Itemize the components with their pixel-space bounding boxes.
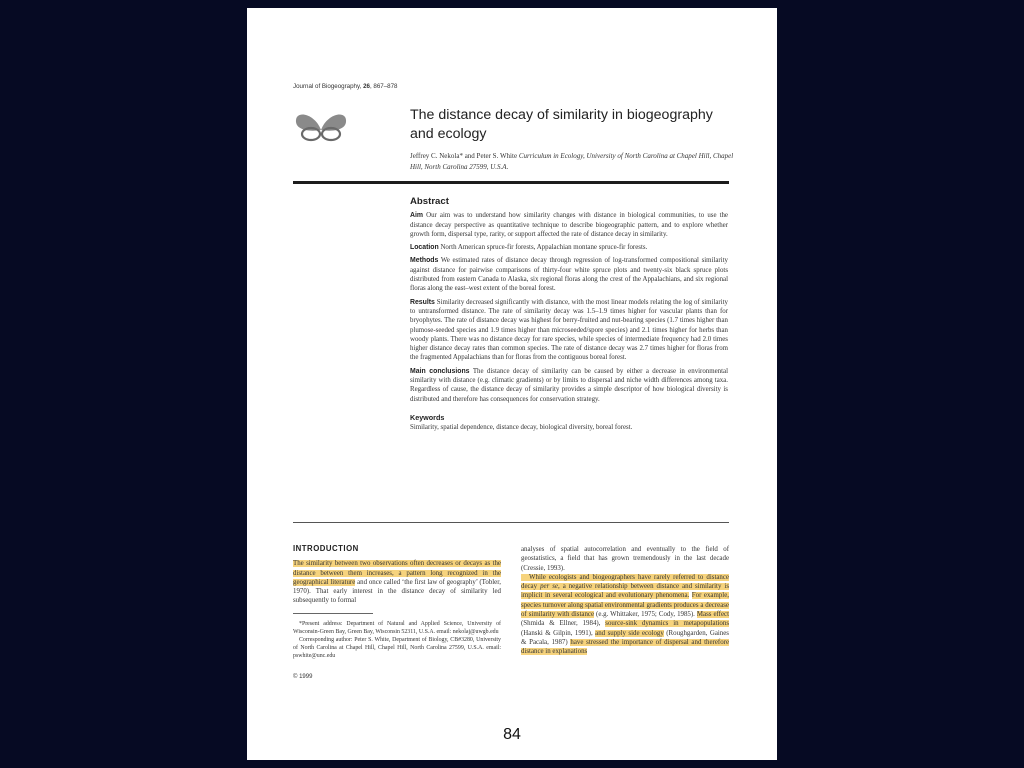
highlighted-text: For example, species turnover along spatial environmental gradients produces a decrease of similarity with distance [521, 592, 729, 619]
paragraph-text: and once called ‘the first law of geography’ (Tobler, 1970). That early interest in the distance decay of similarity led subsequently to formal [293, 578, 501, 605]
conclusions-label: Main conclusions [410, 367, 470, 375]
article-authors [410, 151, 740, 172]
highlighted-text: have stressed the importance of dispersal and therefore distance in explanations [521, 638, 730, 656]
abstract-conclusions [410, 367, 728, 404]
keywords-heading: Keywords [410, 412, 445, 422]
paragraph-text: analyses of spatial autocorrelation and eventually to the field of geostatistics, a field that has grown tremendously in the last decade (Cressie, 1993). [521, 546, 729, 572]
introduction-heading: INTRODUCTION [293, 544, 359, 553]
location-text: North American spruce-fir forests, Appalachian montane spruce-fir forests. [440, 244, 648, 252]
keywords-text: Similarity, spatial dependence, distance decay, biological diversity, boreal forest. [410, 424, 633, 432]
location-label: Location [410, 244, 439, 252]
footnote-address: *Present address: Department of Natural and Applied Science, University of Wisconsin-Green Bay, Green Bay, Wisconsin 52311, U.S.A. email: nekolaj@uwgb.edu [293, 620, 501, 635]
highlighted-text: The similarity between two observations often decreases or decays as the distance between them increases, a pattern long recognized in the geographical literature [293, 560, 501, 586]
highlighted-text: and supply side ecology [595, 629, 664, 637]
highlighted-paragraph [521, 573, 729, 657]
highlighted-text: source-sink dynamics in metapopulations [605, 620, 729, 628]
paragraph-text: (Roughgarden, Gaines & Pacala, 1987) [521, 629, 729, 646]
results-text: Similarity decreased significantly with distance, with the most linear models relating the log of similarity to untransformed distance. The rate of similarity decay was 1.5–1.9 times higher for vascular plants than for bryophytes. The rate of distance decay was highest for berry-fruited and nut-bearing species (1.7 times higher than plumose-seeded species and 1.9 times higher than microseeded/spore species) and 2.1 times higher for herbs than woody plants. There was no distance decay for rare species, while species of intermediate frequency had 2.0 times higher distance decay rates than common species. The rate of distance decay was 2.7 times higher for floras from the fragmented Appalachians than for floras from the contiguous boreal forest. [410, 298, 728, 362]
abstract-methods [410, 256, 728, 293]
body-column-right [521, 545, 729, 657]
butterfly-logo-icon [293, 108, 349, 144]
journal-name: Journal of Biogeography, [293, 83, 362, 90]
author-affiliation: Curriculum in Ecology, University of North Carolina at Chapel Hill, Chapel Hill, North Carolina 27599, U.S.A. [410, 152, 734, 171]
highlighted-text: While ecologists and biogeographers have rarely referred to distance decay [521, 573, 729, 591]
body-column-left [293, 544, 501, 682]
paragraph-text: (e.g. Whittaker, 1975; Cody, 1985). [594, 611, 697, 619]
journal-volume: 26 [363, 83, 370, 90]
footnotes [293, 620, 501, 660]
abstract-results [410, 298, 728, 363]
results-label: Results [410, 298, 435, 306]
highlighted-text-italic: per se [540, 583, 558, 591]
methods-label: Methods [410, 257, 439, 265]
footnote-corresponding: Corresponding author: Peter S. White, Department of Biology, CB#3280, University of North Carolina at Chapel Hill, Chapel Hill, North Carolina 27599, U.S.A. email: pswhite@unc.edu [293, 636, 501, 659]
document-page [247, 8, 777, 760]
footnote-divider [293, 613, 373, 614]
abstract-section [410, 197, 728, 437]
abstract-location [410, 243, 728, 252]
author-names: Jeffrey C. Nekola* and Peter S. White [410, 152, 519, 160]
aim-text: Our aim was to understand how similarity changes with distance in biological communities, to use the distance decay perspective as quantitative technique to describe biogeographic pattern, and to explore whether growth form, dispersal type, rarity, or support affected the rate of distance decay in similarity. [410, 212, 728, 238]
journal-pages: , 867–878 [369, 83, 398, 90]
slide-number: 84 [503, 726, 521, 743]
article-title: The distance decay of similarity in biogeography and ecology [410, 107, 713, 142]
paragraph-text: (Hanski & Gilpin, 1991), [521, 629, 596, 637]
methods-text: We estimated rates of distance decay through regression of log-transformed compositional similarity against distance for pairwise comparisons of thirty-four white spruce plots and twenty-six black spruce plots distributed from eastern Canada to Alaska, six regional floras along the crest of the Appalachians, and six regional floras along the east–west extent of the boreal forest. [410, 257, 728, 293]
aim-label: Aim [410, 212, 424, 220]
journal-citation [293, 83, 398, 90]
introduction-paragraph [293, 559, 501, 605]
abstract-heading: Abstract [410, 196, 449, 207]
abstract-divider [293, 522, 729, 523]
header-divider [293, 181, 729, 184]
highlighted-text: , a negative relationship between distance and similarity is implicit in several ecological and evolutionary phenomena. [521, 583, 729, 600]
highlighted-text: Mass effect [696, 611, 730, 619]
abstract-aim [410, 211, 728, 239]
paragraph-text: (Shmida & Ellner, 1984), [521, 620, 606, 628]
copyright: © 1999 [293, 673, 313, 680]
conclusions-text: The distance decay of similarity can be caused by either a decrease in environmental similarity with distance (e.g. climatic gradients) or by limits to dispersal and niche width differences among taxa. Regardless of cause, the distance decay of similarity provides a simple descriptor of how biological diversity is distributed and therefore has consequences for conservation strategy. [410, 367, 728, 403]
